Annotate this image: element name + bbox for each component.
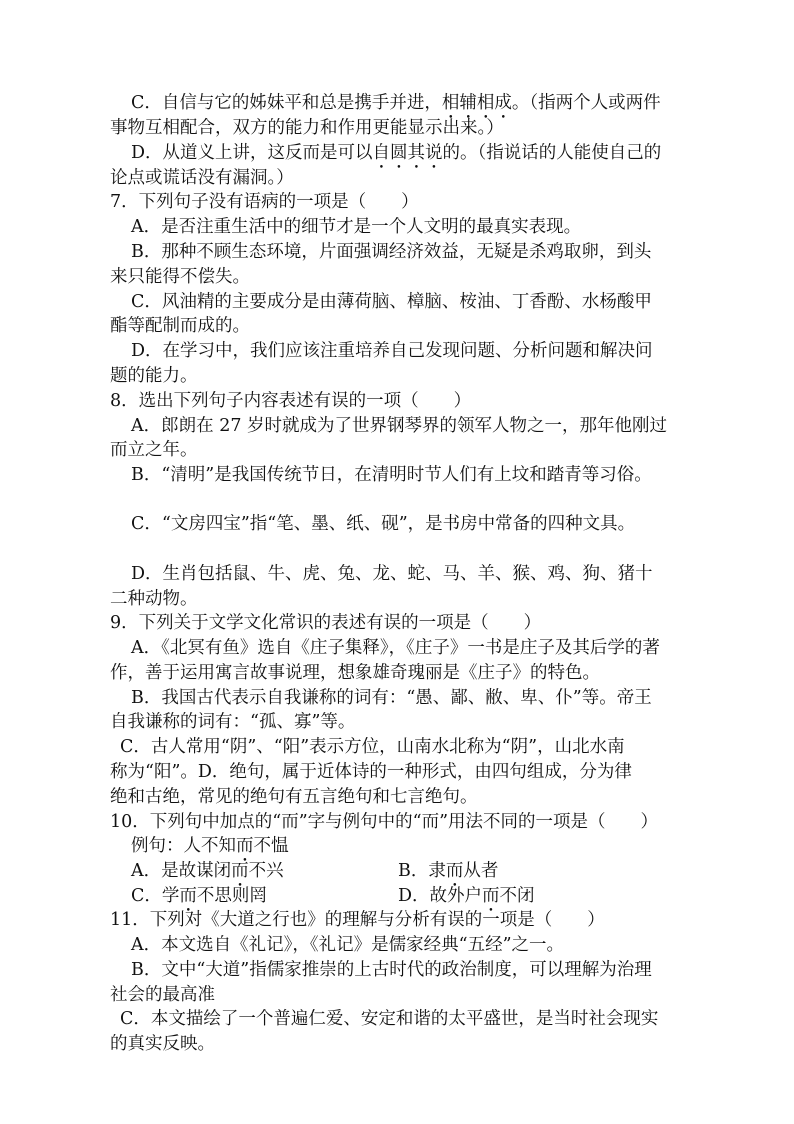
q7-option-a: A．是否注重生活中的细节才是一个人文明的最真实表现。 [131,217,582,237]
question-10-stem: 10．下列句中加点的“而”字与例句中的“而”用法不同的一项是（ ） [110,812,659,832]
dotted-idiom-xiangfuxiangcheng: 相辅相成 [441,93,512,113]
q7-option-d-line2: 题的能力。 [110,366,198,386]
question-9-stem: 9．下列关于文学文化常识的表述有误的一项是（ ） [110,613,542,633]
q9-option-c-line2: 称为“阳”。D．绝句，属于近体诗的一种形式，由四句组成，分为律 [110,762,632,782]
q7-option-c-line2: 酯等配制而成的。 [110,316,250,336]
question-11-stem: 11．下列对《大道之行也》的理解与分析有误的一项是（ ） [110,910,605,930]
dotted-char-er: 而 [482,886,500,906]
q7-option-d-line1: D．在学习中，我们应该注重培养自己发现问题、分析问题和解决问 [131,341,653,361]
q6-option-d-text: D．从道义上讲，这反而是可以 [131,143,373,163]
q9-option-d-line2: 绝和古绝，常见的绝句有五言绝句和七言绝句。 [110,787,478,807]
q9-option-a-line2: 作，善于运用寓言故事说理，想象雄奇瑰丽是《庄子》的特色。 [110,663,600,683]
q9-option-b-line2: 自我谦称的词有：“孤、寡”等。 [110,712,356,732]
q8-option-a-line2: 而立之年。 [110,440,198,460]
q10-example: 例句：人不知而不愠 [131,836,289,856]
q9-option-a-line1: A．《北冥有鱼》选自《庄子集释》，《庄子》一书是庄子及其后学的著 [131,638,660,658]
dotted-char-er: 而 [231,861,249,881]
q7-option-c-line1: C．风油精的主要成分是由薄荷脑、樟脑、桉油、丁香酚、水杨酸甲 [131,292,652,312]
q9-option-b-line1: B．我国古代表示自我谦称的词有：“愚、鄙、敝、卑、仆”等。帝王 [131,688,652,708]
dotted-char-er: 而 [445,861,464,881]
q11-option-a: A．本文选自《礼记》，《礼记》是儒家经典“五经”之一。 [131,935,565,955]
q6-option-c-line2: 事物互相配合，双方的能力和作用更能显示出来。） [110,118,504,138]
q8-option-d-line2: 二种动物。 [110,589,198,609]
q11-option-c-line1: C．本文描绘了一个普遍仁爱、安定和谐的太平盛世，是当时社会现实 [120,1009,659,1029]
q11-option-c-line2: 的真实反映。 [110,1034,215,1054]
q6-option-d-gloss: 的。（指说话的人能使自己的 [442,143,662,163]
question-8-stem: 8．选出下列句子内容表述有误的一项（ ） [110,391,472,411]
q8-option-b: B．“清明”是我国传统节日，在清明时节人们有上坟和踏青等习俗。 [131,465,652,485]
q11-option-b-line1: B．文中“大道”指儒家推崇的上古时代的政治制度，可以理解为治理 [131,960,652,980]
dotted-char-er: 而 [179,886,197,906]
q8-option-d-line1: D．生肖包括鼠、牛、虎、兔、龙、蛇、马、羊、猴、鸡、狗、猪十 [131,564,653,584]
q10-option-b: B．隶而从者 [398,861,499,881]
q11-option-b-line2: 社会的最高准 [110,985,215,1005]
q6-option-d-line2: 论点或谎话没有漏洞。） [110,168,294,188]
dotted-char-er: 而 [236,836,254,856]
q10-option-a: A．是故谋闭而不兴 [131,861,284,881]
q7-option-b-line1: B．那种不顾生态环境，片面强调经济效益，无疑是杀鸡取卵，到头 [131,242,652,262]
q8-option-c: C．“文房四宝”指“笔、墨、纸、砚”，是书房中常备的四种文具。 [131,514,636,534]
q10-option-d: D．故外户而不闭 [398,886,535,906]
q10-option-c: C．学而不思则罔 [131,886,267,906]
question-7-stem: 7．下列句子没有语病的一项是（ ） [110,192,419,212]
dotted-idiom-ziyuanqishuo: 自圆其说 [372,143,443,163]
q6-option-c-gloss: 。（指两个人或两件 [511,93,661,113]
q6-option-c-text: C．自信与它的姊妹平和总是携手并进， [131,93,442,113]
q7-option-b-line2: 来只能得不偿失。 [110,267,250,287]
q8-option-a-line1: A．郎朗在 27 岁时就成为了世界钢琴界的领军人物之一，那年他刚过 [131,416,668,436]
q9-option-c-line1: C．古人常用“阴”、“阳”表示方位，山南水北称为“阴”，山北水南 [120,737,625,757]
